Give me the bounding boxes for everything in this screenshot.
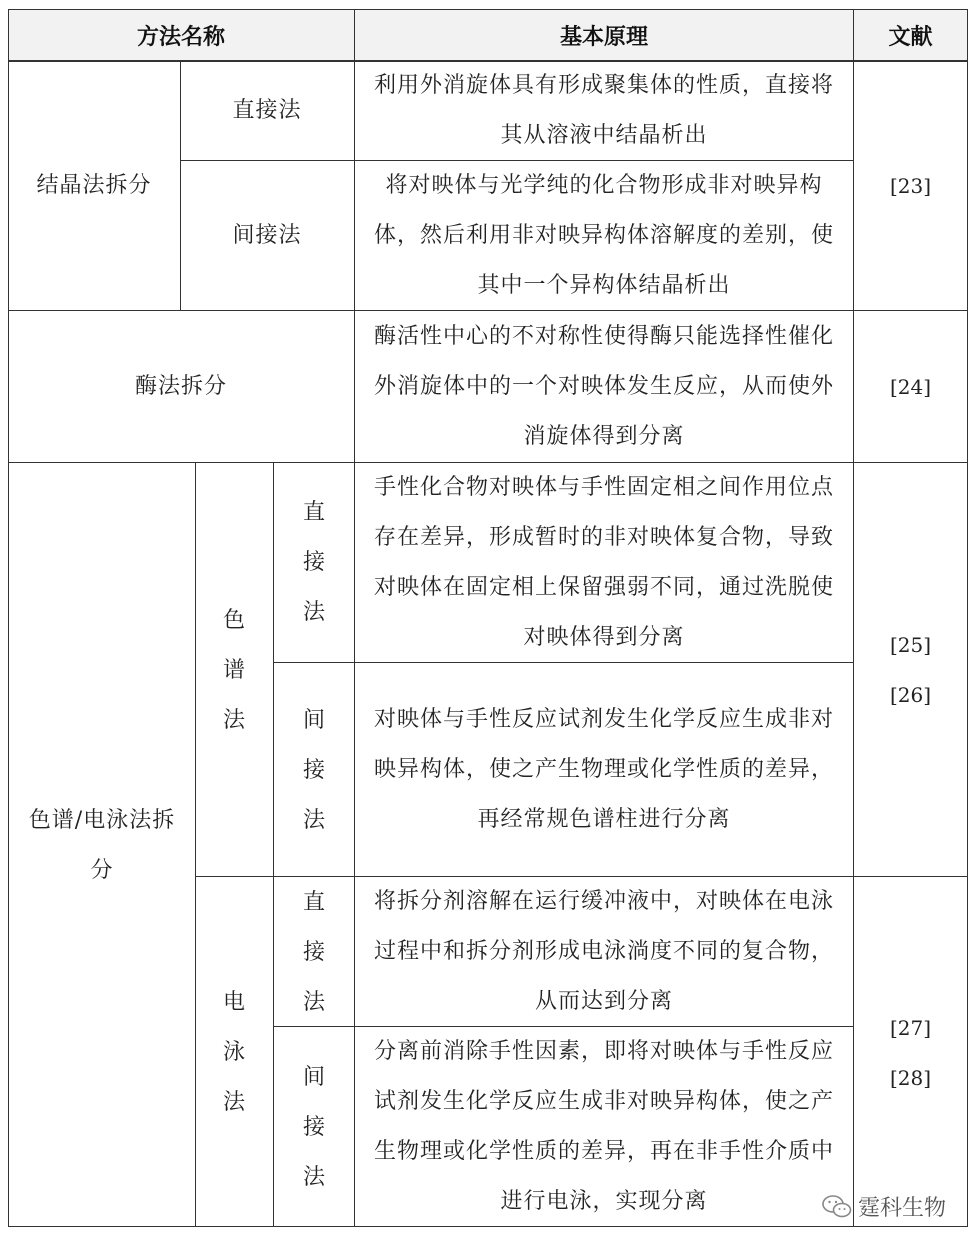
chroma-electro-label: 色谱/电泳法拆分 xyxy=(28,808,176,883)
header-bottom-border xyxy=(8,60,968,62)
crystallization-indirect-principle: 将对映体与光学纯的化合物形成非对映异构体，然后利用非对映异构体溶解度的差别，使其中一个异构体结晶析出 xyxy=(373,173,834,298)
crystallization-direct-label: 直接法 xyxy=(232,98,302,123)
col-chroma-electro-sub xyxy=(195,462,196,1226)
chromatography-direct-principle: 手性化合物对映体与手性固定相之间作用位点存在差异，形成暂时的非对映体复合物，导致对映体在固定相上保留强弱不同，通过洗脱使对映体得到分离 xyxy=(373,475,834,650)
col-crystallization-sub xyxy=(180,62,181,310)
enzymatic-principle: 酶活性中心的不对称性使得酶只能选择性催化外消旋体中的一个对映体发生反应，从而使外消旋体得到分离 xyxy=(373,324,834,449)
table-left-border xyxy=(8,9,9,1227)
table-right-border xyxy=(967,9,968,1227)
wechat-icon xyxy=(822,1194,852,1220)
table-bottom-border xyxy=(8,1226,968,1227)
rule-after-enzymatic xyxy=(8,462,968,463)
electrophoresis-ref: [27] [28] xyxy=(889,1016,932,1090)
crystallization-label: 结晶法拆分 xyxy=(36,173,152,198)
watermark xyxy=(822,1191,946,1222)
header-principle: 基本原理 xyxy=(559,24,648,50)
electrophoresis-label: 电泳法 xyxy=(222,990,245,1115)
crystallization-direct-principle: 利用外消旋体具有形成聚集体的性质，直接将其从溶液中结晶析出 xyxy=(373,73,834,148)
col-method-principle-border xyxy=(354,9,355,1227)
header-reference: 文献 xyxy=(888,24,933,50)
rule-electro-split xyxy=(273,1026,854,1027)
electrophoresis-direct-principle: 将拆分剂溶解在运行缓冲液中，对映体在电泳过程中和拆分剂形成电泳淌度不同的复合物，从而达到分离 xyxy=(373,889,834,1014)
watermark-text: 霆科生物 xyxy=(857,1196,946,1221)
chromatography-ref: [25] [26] xyxy=(889,633,932,707)
enzymatic-label: 酶法拆分 xyxy=(134,374,227,399)
electrophoresis-indirect-label: 间接法 xyxy=(302,1065,325,1190)
table-top-border xyxy=(8,9,968,10)
chromatography-indirect-label: 间接法 xyxy=(302,708,325,833)
rule-after-crystallization xyxy=(8,310,968,311)
electrophoresis-direct-label: 直接法 xyxy=(302,890,325,1015)
rule-chroma-split xyxy=(273,662,854,663)
header-method-name: 方法名称 xyxy=(136,24,225,50)
col-chroma-electro-subsub xyxy=(273,462,274,1226)
crystallization-ref: [23] xyxy=(889,174,932,198)
col-principle-reference-border xyxy=(853,9,854,1227)
chromatography-label: 色谱法 xyxy=(222,608,245,733)
crystallization-indirect-label: 间接法 xyxy=(232,223,302,248)
electrophoresis-indirect-principle: 分离前消除手性因素，即将对映体与手性反应试剂发生化学反应生成非对映异构体，使之产生物理或化学性质的差异，再在非手性介质中进行电泳，实现分离 xyxy=(373,1039,834,1214)
chromatography-direct-label: 直接法 xyxy=(302,500,325,625)
enzymatic-ref: [24] xyxy=(889,375,932,399)
rule-crystallization-split xyxy=(180,160,854,161)
chromatography-indirect-principle: 对映体与手性反应试剂发生化学反应生成非对映异构体，使之产生物理或化学性质的差异，再经常规色谱柱进行分离 xyxy=(373,707,834,832)
